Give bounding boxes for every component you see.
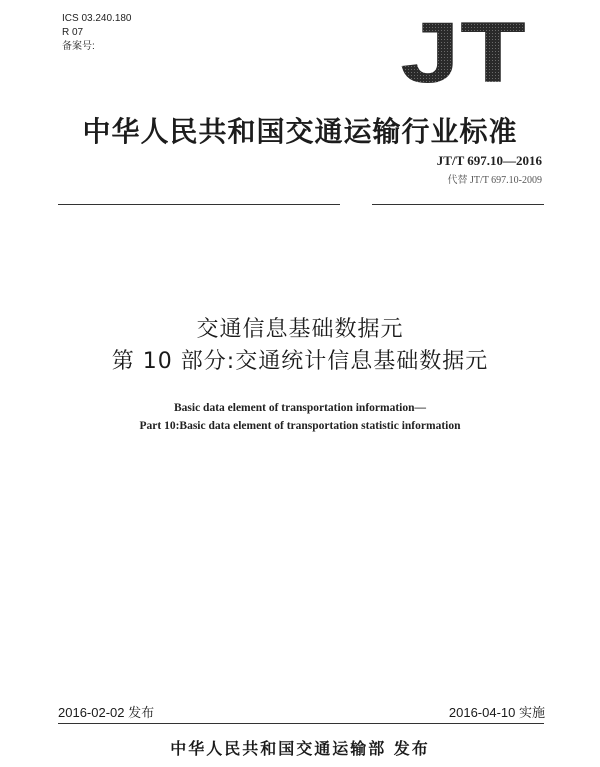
header-divider-left <box>58 204 340 205</box>
title-english-line-2: Part 10:Basic data element of transportation statistic information <box>139 420 461 432</box>
header-divider-right <box>372 204 544 205</box>
jt-logo <box>398 20 528 86</box>
implementation-date: 2016-04-10 实施 <box>448 705 545 720</box>
footer-divider <box>58 723 544 724</box>
title-chinese-line-1: 交通信息基础数据元 <box>196 317 404 342</box>
ics-code: ICS 03.240.180 <box>62 13 132 24</box>
jt-logo-text: JT <box>400 20 526 86</box>
record-number: 备案号: <box>62 41 95 52</box>
title-chinese-line-2: 第 10 部分:交通统计信息基础数据元 <box>111 349 489 374</box>
issuing-authority: 中华人民共和国交通运输部 发布 <box>170 739 430 758</box>
classification-code: R 07 <box>62 27 84 38</box>
replaces-standard: 代替 JT/T 697.10-2009 <box>447 175 542 186</box>
issue-date: 2016-02-02 发布 <box>58 705 155 720</box>
title-english-line-1: Basic data element of transportation information— <box>173 402 427 414</box>
industry-standard-title: 中华人民共和国交通运输行业标准 <box>82 115 518 148</box>
standard-number: JT/T 697.10—2016 <box>436 153 542 168</box>
